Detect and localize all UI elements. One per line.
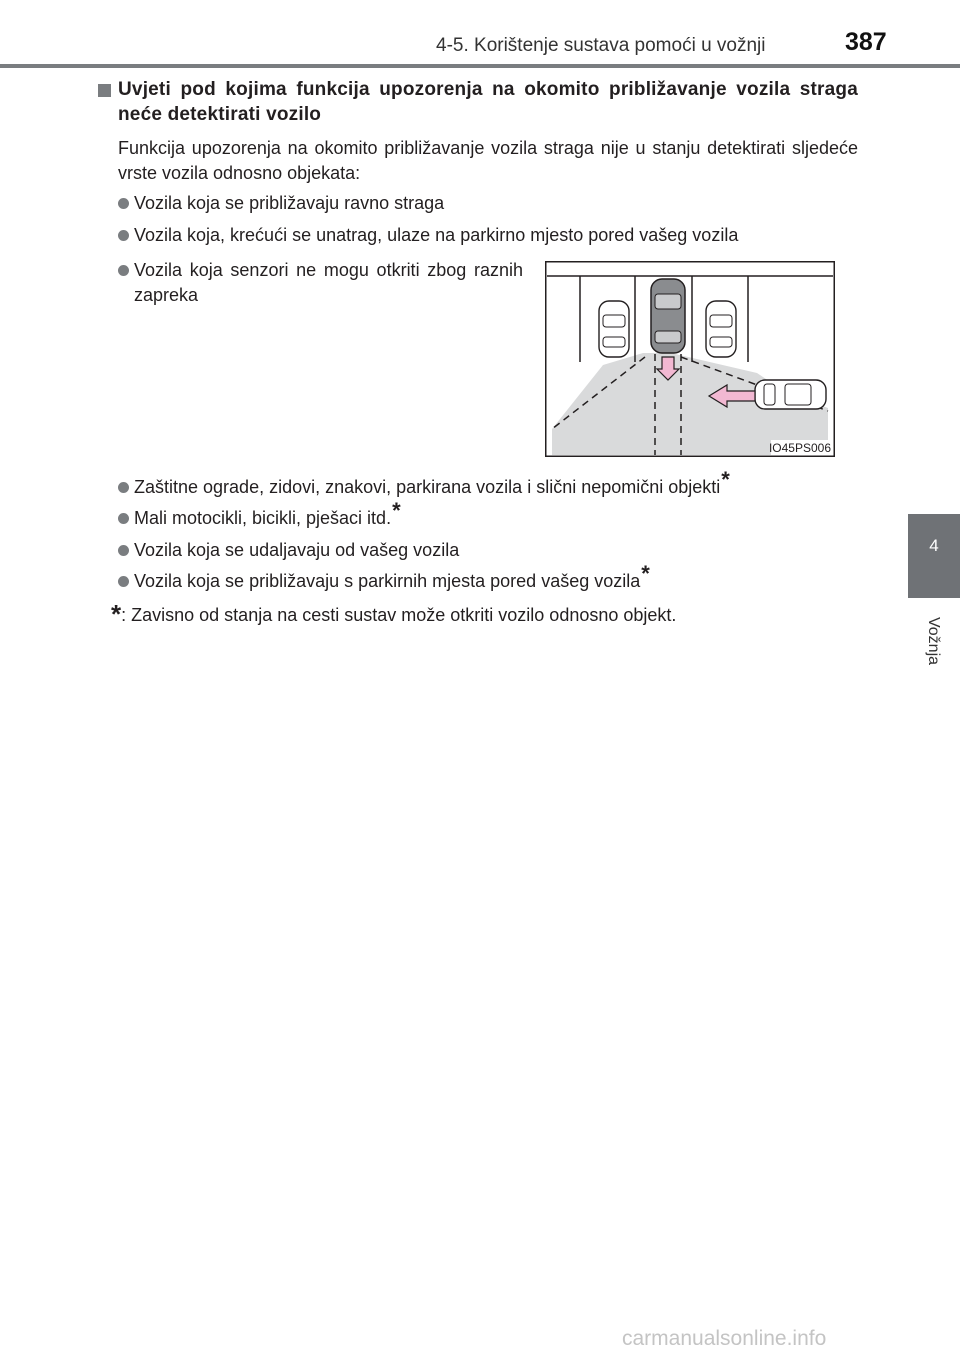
section-square-marker — [98, 84, 111, 97]
asterisk-marker: * — [641, 561, 650, 586]
own-car-icon — [651, 279, 685, 353]
list-item — [118, 223, 738, 248]
footnote-asterisk: * — [111, 599, 122, 629]
list-item — [118, 538, 459, 563]
bullet-dot-icon — [118, 513, 129, 524]
asterisk-marker: * — [392, 498, 401, 523]
list-item — [118, 191, 444, 216]
list-item-text: Vozila koja senzori ne mogu otkriti zbog raznih zapreka — [134, 260, 523, 305]
chapter-tab-number: 4 — [929, 536, 939, 555]
list-item-text: Vozila koja se udaljavaju od vašeg vozila — [134, 540, 460, 560]
footnote — [111, 599, 677, 629]
footnote-text: : Zavisno od stanja na cesti sustav može otkriti vozilo odnosno objekt. — [121, 605, 677, 625]
page-number: 387 — [845, 28, 887, 56]
bullet-dot-icon — [118, 265, 129, 276]
parked-car-left-icon — [599, 301, 629, 357]
list-item — [118, 258, 523, 308]
watermark: carmanualsonline.info — [622, 1327, 827, 1350]
bullet-dot-icon — [118, 230, 129, 241]
figure-code: IO45PS006 — [768, 441, 831, 455]
bullet-dot-icon — [118, 576, 129, 587]
list-item-text: Vozila koja, krećući se unatrag, ulaze na parkirno mjesto pored vašeg vozila — [134, 225, 739, 245]
list-item-text: Vozila koja se približavaju ravno straga — [134, 193, 445, 213]
parked-car-right-icon — [706, 301, 736, 357]
running-header-section: 4-5. Korištenje sustava pomoći u vožnji — [436, 35, 766, 56]
parking-lot-figure — [545, 261, 835, 457]
list-item-text: Zaštitne ograde, zidovi, znakovi, parkirana vozila i slični nepomični objekti* — [134, 467, 730, 497]
chapter-tab — [908, 514, 960, 598]
list-item — [118, 498, 401, 531]
approaching-car-icon — [755, 380, 826, 409]
list-item — [118, 467, 730, 500]
bullet-dot-icon — [118, 482, 129, 493]
section-title: Uvjeti pod kojima funkcija upozorenja na okomito približavanje vozila straga neće detektirati vozilo — [118, 79, 858, 125]
list-item — [118, 561, 650, 594]
list-item-text: Mali motocikli, bicikli, pješaci itd.* — [134, 498, 401, 528]
chapter-tab-label: Vožnja — [925, 616, 942, 666]
bullet-dot-icon — [118, 545, 129, 556]
asterisk-marker: * — [721, 467, 730, 492]
bullet-dot-icon — [118, 198, 129, 209]
header-rule — [0, 64, 960, 68]
section-intro: Funkcija upozorenja na okomito približavanje vozila straga nije u stanju detektirati sljedeće vrste vozila odnosno objekata: — [118, 138, 858, 183]
list-item-text: Vozila koja se približavaju s parkirnih mjesta pored vašeg vozila* — [134, 561, 650, 591]
